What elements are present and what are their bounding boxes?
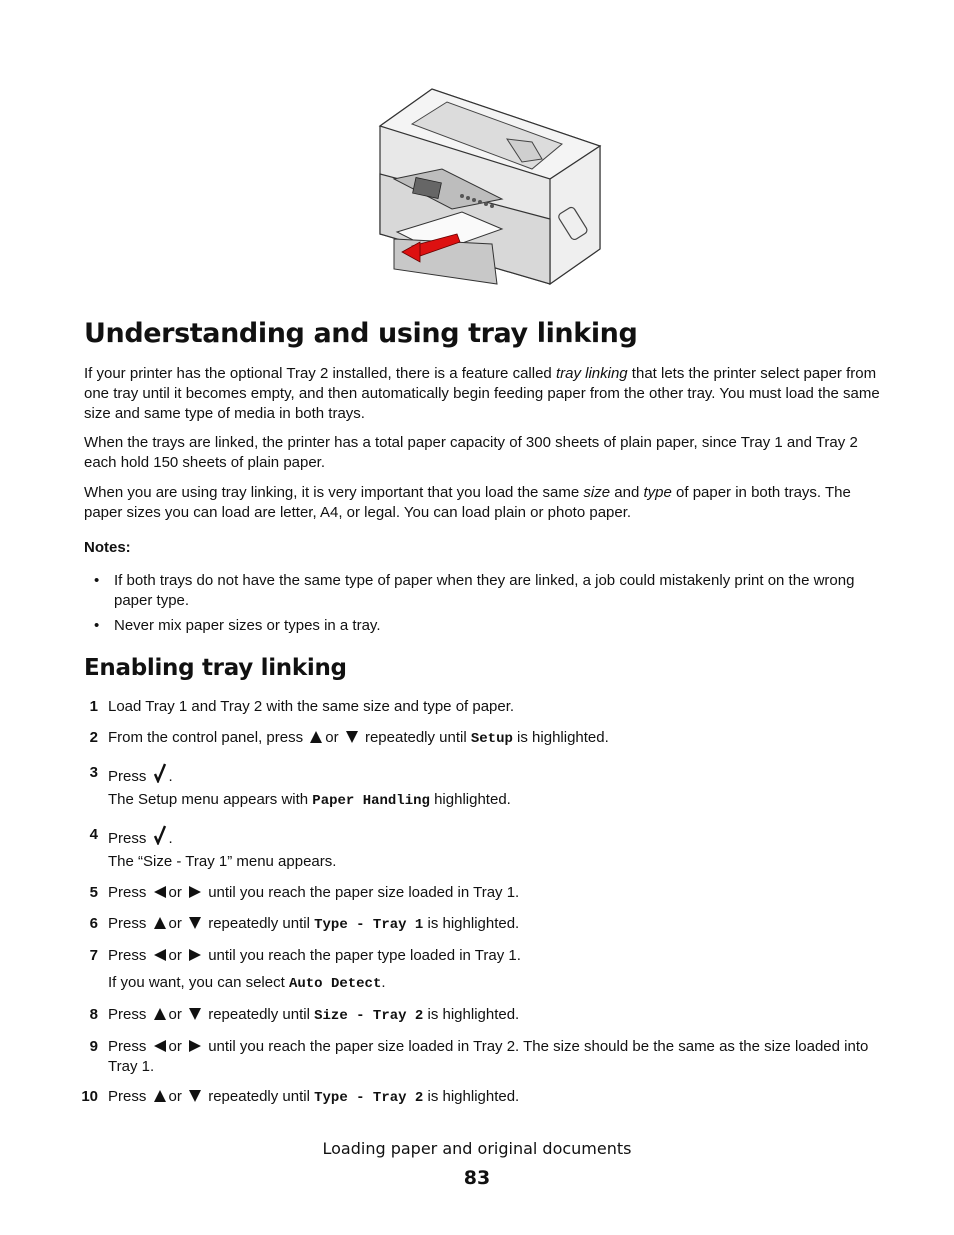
page-number: 83 [463,1167,491,1189]
down-arrow-icon [345,730,359,744]
down-arrow-icon [188,916,202,930]
footer-chapter-title: Loading paper and original documents [322,1139,632,1158]
step-4-note: The “Size - Tray 1” menu appears. [108,853,337,870]
intro-paragraph: If your printer has the optional Tray 2 installed, there is a feature called tray linking that lets the printer select paper from one tray until it becomes empty, and then automatically begin feeding paper from the other tray. You must load the same size and same type of media in both trays. [84,365,880,422]
up-arrow-icon [153,916,167,930]
capacity-paragraph: When the trays are linked, the printer has a total paper capacity of 300 sheets of plain paper, since Tray 1 and Tray 2 each hold 150 sheets of plain paper. [84,434,858,471]
down-arrow-icon [188,1007,202,1021]
printer-tray-illustration [372,84,608,294]
up-arrow-icon [309,730,323,744]
size-type-paragraph: When you are using tray linking, it is very important that you load the same size and type of paper in both trays. The paper sizes you can load are letter, A4, or legal. You can load plain or photo paper. [84,484,851,521]
checkmark-icon [153,763,167,783]
step-3-note: The Setup menu appears with Paper Handling highlighted. [108,791,511,809]
up-arrow-icon [153,1007,167,1021]
notes-title: Notes: [84,539,131,556]
step-7-note: If you want, you can select Auto Detect. [108,974,386,992]
bullet-icon: • [94,617,100,634]
right-arrow-icon [188,885,202,899]
up-arrow-icon [153,1089,167,1103]
setup-code: Setup [470,731,513,747]
left-arrow-icon [153,885,167,899]
left-arrow-icon [153,948,167,962]
left-arrow-icon [153,1039,167,1053]
checkmark-icon [153,825,167,845]
section-heading-enabling: Enabling tray linking [84,655,347,681]
down-arrow-icon [188,1089,202,1103]
bullet-icon: • [94,572,100,589]
right-arrow-icon [188,1039,202,1053]
section-heading-tray-linking: Understanding and using tray linking [84,318,638,349]
right-arrow-icon [188,948,202,962]
